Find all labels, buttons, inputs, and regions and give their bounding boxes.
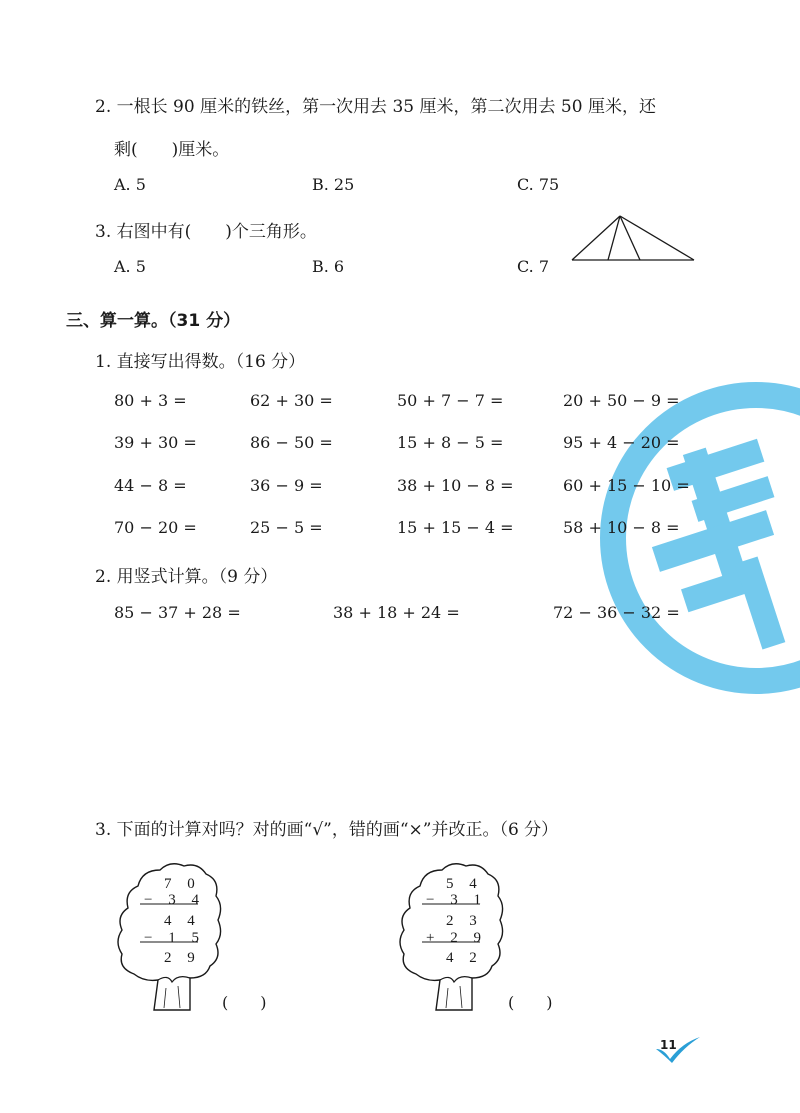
- calc-r2-c2: 86 − 50 =: [250, 433, 333, 452]
- q2-option-a: A. 5: [114, 175, 146, 194]
- calc-r4-c2: 25 − 5 =: [250, 518, 323, 537]
- tree1-answer-paren[interactable]: ( ): [222, 993, 267, 1012]
- page-number-badge: [654, 1035, 704, 1065]
- tree2-line2: − 3 1: [426, 892, 487, 908]
- calc-r3-c1: 44 − 8 =: [114, 476, 187, 495]
- q2-option-c: C. 75: [517, 175, 560, 194]
- vertical-calc-3: 72 − 36 − 32 =: [553, 603, 680, 622]
- sub3-title: 3. 下面的计算对吗？对的画“√”，错的画“×”并改正。（6 分）: [95, 820, 559, 840]
- calc-r2-c3: 15 + 8 − 5 =: [397, 433, 504, 452]
- tree2-line1: 5 4: [446, 876, 483, 892]
- page-number: 11: [660, 1038, 677, 1052]
- q3-option-c: C. 7: [517, 257, 550, 276]
- tree2-line4: + 2 9: [426, 930, 487, 946]
- tree-card-2: [396, 858, 506, 1013]
- calc-r1-c4: 20 + 50 − 9 =: [563, 391, 680, 410]
- calc-r4-c3: 15 + 15 − 4 =: [397, 518, 514, 537]
- sub1-title: 1. 直接写出得数。（16 分）: [95, 352, 306, 372]
- calc-r2-c4: 95 + 4 − 20 =: [563, 433, 680, 452]
- tree1-line5: 2 9: [164, 950, 201, 966]
- q2-line1: 2. 一根长 90 厘米的铁丝，第一次用去 35 厘米，第二次用去 50 厘米，还: [95, 97, 656, 117]
- calc-r1-c1: 80 + 3 =: [114, 391, 187, 410]
- calc-r3-c3: 38 + 10 − 8 =: [397, 476, 514, 495]
- q3-text: 3. 右图中有( )个三角形。: [95, 222, 317, 242]
- tree1-line2: − 3 4: [144, 892, 205, 908]
- tree1-line4: − 1 5: [144, 930, 205, 946]
- calc-r1-c2: 62 + 30 =: [250, 391, 333, 410]
- tree2-answer-paren[interactable]: ( ): [508, 993, 553, 1012]
- q2-option-b: B. 25: [312, 175, 355, 194]
- tree2-line5: 4 2: [446, 950, 483, 966]
- sub2-title: 2. 用竖式计算。（9 分）: [95, 567, 278, 587]
- section3-title: 三、算一算。（31 分）: [66, 311, 241, 331]
- calc-r3-c4: 60 + 15 − 10 =: [563, 476, 690, 495]
- calc-r1-c3: 50 + 7 − 7 =: [397, 391, 504, 410]
- calc-r2-c1: 39 + 30 =: [114, 433, 197, 452]
- q2-line2: 剩( )厘米。: [114, 140, 230, 160]
- q3-option-a: A. 5: [114, 257, 146, 276]
- tree-card-1: [114, 858, 224, 1013]
- calc-r3-c2: 36 − 9 =: [250, 476, 323, 495]
- calc-r4-c4: 58 + 10 − 8 =: [563, 518, 680, 537]
- tree1-line1: 7 0: [164, 876, 201, 892]
- calc-r4-c1: 70 − 20 =: [114, 518, 197, 537]
- vertical-calc-2: 38 + 18 + 24 =: [333, 603, 460, 622]
- tree2-line3: 2 3: [446, 913, 483, 929]
- triangle-figure: [568, 210, 698, 266]
- vertical-calc-1: 85 − 37 + 28 =: [114, 603, 241, 622]
- tree1-line3: 4 4: [164, 913, 201, 929]
- q3-option-b: B. 6: [312, 257, 345, 276]
